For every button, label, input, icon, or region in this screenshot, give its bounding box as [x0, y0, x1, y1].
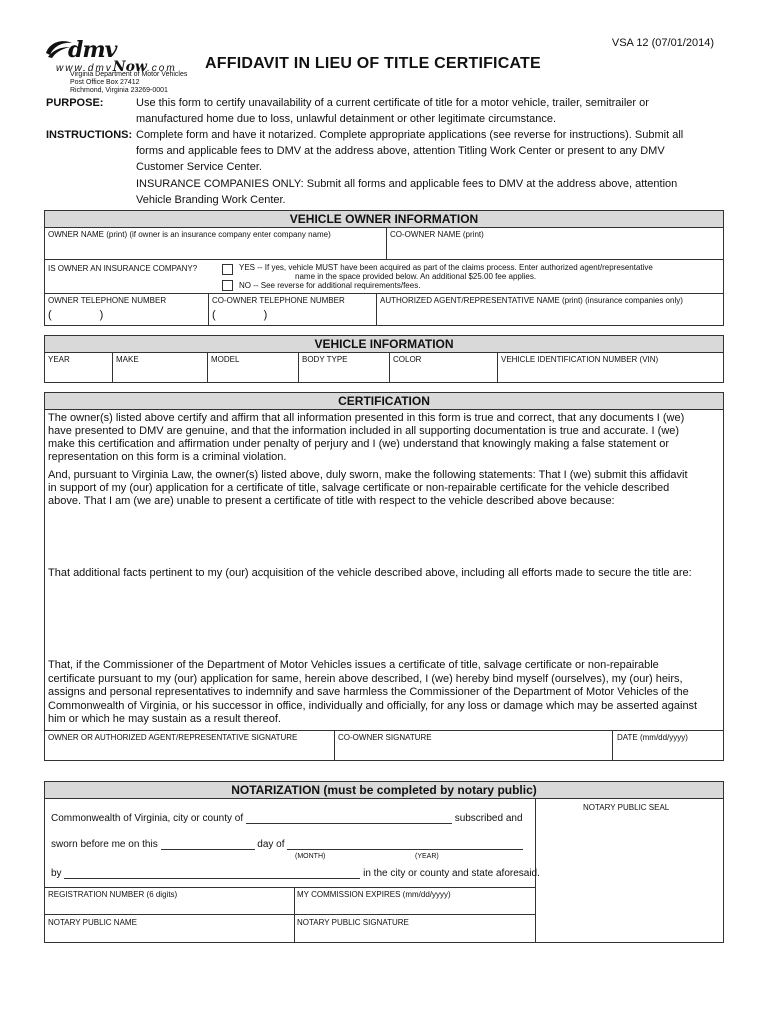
no-text: NO -- See reverse for additional requirements/fees.: [239, 281, 421, 290]
notary-signature-field[interactable]: NOTARY PUBLIC SIGNATURE: [297, 918, 409, 927]
notary-name-field[interactable]: NOTARY PUBLIC NAME: [48, 918, 137, 927]
notary-line-2: sworn before me on this day of: [51, 839, 523, 850]
registration-number-field[interactable]: REGISTRATION NUMBER (6 digits): [48, 890, 178, 899]
day-input[interactable]: [161, 839, 255, 850]
certification-para-2: And, pursuant to Virginia Law, the owner(s) listed above, duly sworn, make the following statements: That I (we) submit this affidavit in support of my (our) application for a certificate of title, salvage certificate or non-repairable certificate for the vehicle described above. That I am (we are) unable to present a certificate of title with respect to the vehicle described above because:: [48, 469, 688, 507]
coowner-signature-field[interactable]: CO-OWNER SIGNATURE: [335, 730, 613, 760]
certification-para-4: That, if the Commissioner of the Department of Motor Vehicles issues a certificate of title, salvage certificate or non-repairable certificate pursuant to my (our) application for same, herein above described, I (we) hereby bind myself (ourselves), my (our) heirs, assigns and personal representatives to indemnify and save harmless the Commissioner of the Department of Motor Vehicles of the Commonwealth of Virginia, or his successor in office, individually and officially, for any loss or damage which may be asserted against him or which he may sustain as a result thereof.: [48, 659, 698, 725]
notary-row-divider-1: [45, 887, 535, 888]
no-checkbox[interactable]: [222, 280, 233, 291]
notary-seal-label: NOTARY PUBLIC SEAL: [583, 803, 670, 812]
notarization-title: NOTARIZATION (must be completed by notary public): [45, 782, 723, 799]
certification-title: CERTIFICATION: [45, 393, 723, 410]
form-code: VSA 12 (07/01/2014): [611, 37, 714, 49]
month-label: (MONTH): [295, 853, 326, 860]
month-year-input[interactable]: [287, 839, 523, 850]
dmv-address: Virginia Department of Motor Vehicles Post Office Box 27412 Richmond, Virginia 23269-0001: [70, 71, 188, 94]
by-name-input[interactable]: [64, 868, 360, 879]
year-label: (YEAR): [415, 853, 439, 860]
vehicle-info-title: VEHICLE INFORMATION: [45, 336, 723, 353]
reason-field[interactable]: [48, 510, 720, 560]
year-field[interactable]: YEAR: [45, 353, 113, 382]
coowner-phone-field[interactable]: CO-OWNER TELEPHONE NUMBER ( ): [209, 294, 377, 325]
make-field[interactable]: MAKE: [113, 353, 208, 382]
purpose-label: PURPOSE:: [46, 97, 104, 109]
owner-signature-field[interactable]: OWNER OR AUTHORIZED AGENT/REPRESENTATIVE SIGNATURE: [45, 730, 335, 760]
insurance-question: IS OWNER AN INSURANCE COMPANY?: [48, 264, 198, 273]
logo-brand: dmv: [68, 37, 117, 63]
notary-line-1: Commonwealth of Virginia, city or county of subscribed and: [51, 813, 523, 824]
color-field[interactable]: COLOR: [390, 353, 498, 382]
certification-para-3: That additional facts pertinent to my (our) acquisition of the vehicle described above, including all efforts made to secure the title are:: [48, 567, 692, 579]
notary-row-divider-2: [45, 914, 535, 915]
page-title: AFFIDAVIT IN LIEU OF TITLE CERTIFICATE: [205, 55, 541, 72]
certification-section: [44, 392, 724, 761]
owner-name-field[interactable]: OWNER NAME (print) (if owner is an insurance company enter company name): [45, 228, 387, 260]
instructions-text: Complete form and have it notarized. Complete appropriate applications (see reverse for instructions). Submit all forms and applicable fees to DMV at the address above, attention Titling Work Center or present to any DMV Customer Service Center. INSURANCE COMPANIES ONLY: Submit all forms and applicable fees to DMV at the address above, attention Vehicle Branding Work Center.: [136, 129, 684, 206]
body-type-field[interactable]: BODY TYPE: [299, 353, 390, 382]
commission-expires-field[interactable]: MY COMMISSION EXPIRES (mm/dd/yyyy): [297, 890, 451, 899]
dmv-logo: [44, 37, 194, 95]
notarization-section: [44, 781, 724, 943]
notary-line-3: by in the city or county and state aforesaid.: [51, 868, 540, 879]
additional-facts-field[interactable]: [48, 583, 720, 653]
owner-info-title: VEHICLE OWNER INFORMATION: [45, 211, 723, 228]
instructions-label: INSTRUCTIONS:: [46, 129, 133, 141]
owner-info-section: [44, 210, 724, 326]
yes-checkbox[interactable]: [222, 264, 233, 275]
certification-para-1: The owner(s) listed above certify and affirm that all information presented in this form is true and correct, that any documents I (we) have presented to DMV are genuine, and that the information included in all supporting documentation is true and accurate. I (we) make this certification and affirmation under penalty of perjury and I (we) understand that knowingly making a false statement or representation on this form is a criminal violation.: [48, 412, 685, 463]
yes-text-2: name in the space provided below. An additional $25.00 fee applies.: [295, 272, 537, 281]
coowner-name-field[interactable]: CO-OWNER NAME (print): [387, 228, 723, 260]
insurance-question-row: [45, 260, 723, 294]
logo-url: www.dmvNow.com: [56, 59, 177, 75]
owner-phone-field[interactable]: OWNER TELEPHONE NUMBER ( ): [45, 294, 209, 325]
vehicle-info-section: [44, 335, 724, 383]
model-field[interactable]: MODEL: [208, 353, 299, 382]
vin-field[interactable]: VEHICLE IDENTIFICATION NUMBER (VIN): [501, 355, 659, 364]
date-field[interactable]: DATE (mm/dd/yyyy): [613, 730, 723, 760]
agent-name-field[interactable]: AUTHORIZED AGENT/REPRESENTATIVE NAME (print) (insurance companies only): [380, 296, 683, 305]
purpose-text: Use this form to certify unavailability of a current certificate of title for a motor vehicle, trailer, semitrailer or manufactured home due to loss, unlawful detainment or other legitimate circumstance.: [136, 97, 649, 125]
notary-col-divider: [294, 887, 295, 942]
yes-text-1: YES -- If yes, vehicle MUST have been acquired as part of the claims process. Enter authorized agent/representative: [239, 263, 653, 272]
city-county-input[interactable]: [246, 813, 452, 824]
